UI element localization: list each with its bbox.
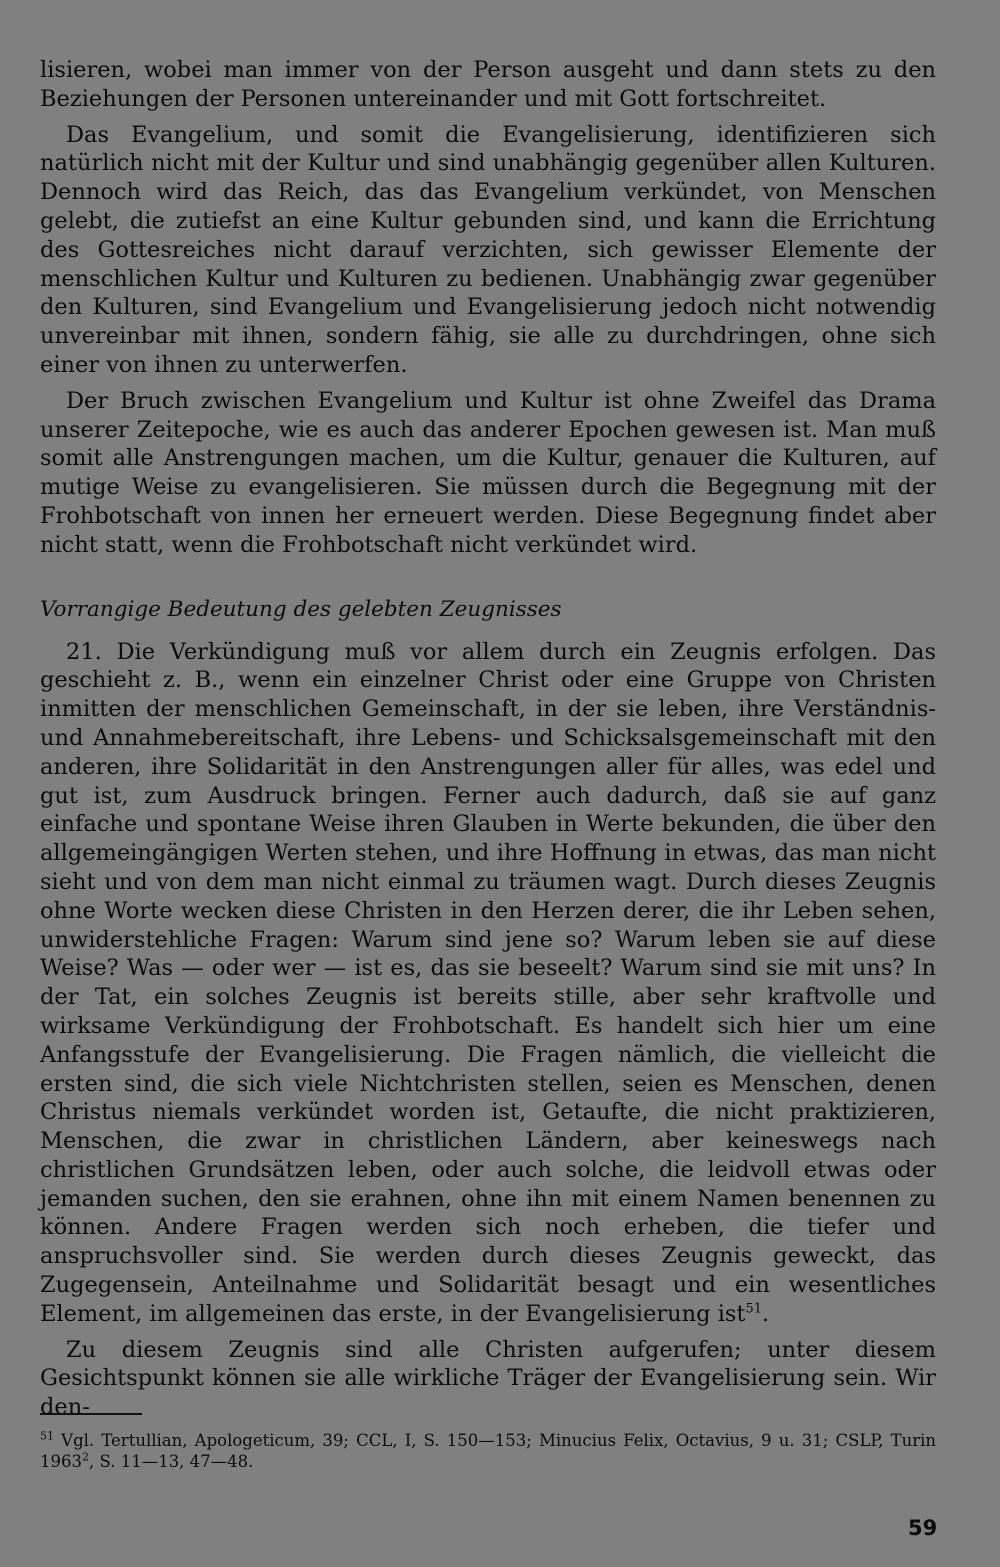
paragraph-21-text: 21. Die Verkündigung muß vor allem durch ein Zeugnis erfolgen. Das geschieht z. B., wenn ein einzelner Christ oder eine Gruppe von Christen inmitten der menschlichen Gemeinschaft, in der sie leben, ihre Verständnis- und Annahmebereitschaft, ihre Lebens- und Schicksalsgemeinschaft mit den anderen, ihre Solidarität in den Anstrengungen aller für alles, was edel und gut ist, zum Ausdruck bringen. Ferner auch dadurch, daß sie auf ganz einfache und spontane Weise ihren Glauben in Werte bekunden, die über den allgemeingängigen Werten stehen, und ihre Hoffnung in etwas, das man nicht sieht und von dem man nicht einmal zu träumen wagt. Durch dieses Zeugnis ohne Worte wecken diese Christen in den Herzen derer, die ihr Leben sehen, unwiderstehliche Fragen: Warum sind jene so? Warum leben sie auf diese Weise? Was — oder wer — ist es, das sie beseelt? Warum sind sie mit uns? In der Tat, ein solches Zeugnis ist bereits stille, aber sehr kraftvolle und wirksame Verkündigung der Frohbotschaft. Es handelt sich hier um eine Anfangsstufe der Evangelisierung. Die Fragen nämlich, die vielleicht die ersten sind, die sich viele Nichtchristen stellen, seien es Menschen, denen Christus niemals verkündet worden ist, Getaufte, die nicht praktizieren, Menschen, die zwar in christlichen Ländern, aber keineswegs nach christlichen Grundsätzen leben, oder auch solche, die leidvoll etwas oder jemanden suchen, den sie erahnen, ohne ihn mit einem Namen benennen zu können. Andere Fragen werden sich noch erheben, die tiefer und anspruchsvoller sind. Sie werden durch dieses Zeugnis geweckt, das Zugegensein, Anteilnahme und Solidarität besagt und ein wesentliches Element, im allgemeinen das erste, in der Evangelisierung ist — [40, 638, 936, 1327]
page-number: 59 — [908, 1516, 938, 1540]
footnote-rule — [40, 1413, 142, 1415]
paragraph-break-gospel-culture: Der Bruch zwischen Evangelium und Kultur ist ohne Zweifel das Drama unserer Zeitepoche, wie es auch das anderer Epochen gewesen ist. Man muß somit alle Anstrengungen machen, um die Kultur, genauer die Kulturen, auf mutige Weise zu evangelisieren. Sie müssen durch die Begegnung mit der Frohbotschaft von innen her erneuert werden. Diese Begegnung findet aber nicht statt, wenn die Frohbotschaft nicht verkündet wird. — [40, 387, 936, 558]
paragraph-call-to-witness: Zu diesem Zeugnis sind alle Christen aufgerufen; unter diesem Gesichtspunkt können sie alle wirkliche Träger der Evangelisierung sein. Wir den- — [40, 1336, 936, 1421]
footnote-number: 51 — [40, 1429, 54, 1443]
page-body — [40, 56, 936, 1429]
footnote — [40, 1430, 936, 1472]
paragraph-21-end: . — [762, 1300, 770, 1327]
footnote-text: Vgl. Tertullian, Apologeticum, 39; CCL, I, S. 150—153; Minucius Felix, Octavius, 9 u. 31; CSLP, Turin 1963 — [40, 1431, 936, 1471]
footnote-superscript: 2 — [82, 1450, 89, 1464]
paragraph-21 — [40, 638, 936, 1329]
section-heading: Vorrangige Bedeutung des gelebten Zeugnisses — [40, 596, 562, 622]
intro-paragraph: lisieren, wobei man immer von der Person ausgeht und dann stets zu den Beziehungen der Personen untereinander und mit Gott fortschreitet. — [40, 57, 936, 112]
paragraph-gospel-culture: Das Evangelium, und somit die Evangelisierung, identifizieren sich natürlich nicht mit der Kultur und sind unabhängig gegenüber allen Kulturen. Dennoch wird das Reich, das das Evangelium verkündet, von Menschen gelebt, die zutiefst an eine Kultur gebunden sind, und kann die Errichtung des Gottesreiches nicht darauf verzichten, sich gewisser Elemente der menschlichen Kultur und Kulturen zu bedienen. Unabhängig zwar gegenüber den Kulturen, sind Evangelium und Evangelisierung jedoch nicht notwendig unvereinbar mit ihnen, sondern fähig, sie alle zu durchdringen, ohne sich einer von ihnen zu unterwerfen. — [40, 121, 936, 378]
footnote-reference: 51 — [745, 1301, 763, 1317]
footnote-end: , S. 11—13, 47—48. — [89, 1452, 254, 1471]
